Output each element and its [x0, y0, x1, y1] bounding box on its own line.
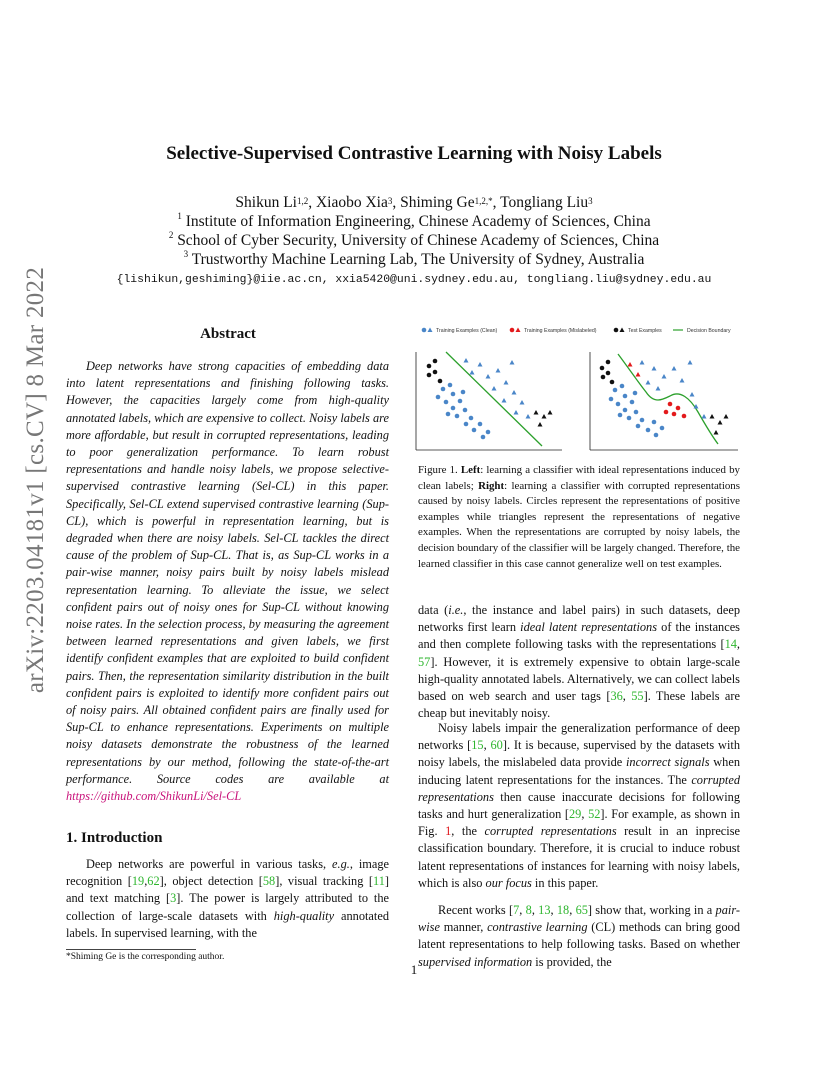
- footnote-divider: [66, 949, 196, 950]
- author-emails: {lishikun,geshiming}@iie.ac.cn, xxia5420@uni.sydney.edu.au, tongliang.liu@sydney.edu.au: [116, 274, 712, 286]
- text-run: ,: [581, 807, 589, 822]
- citation-link[interactable]: 29: [569, 807, 582, 822]
- text-run: , the: [451, 824, 485, 839]
- left-panel: [416, 352, 562, 450]
- affiliation-number: 3: [183, 249, 189, 259]
- legend-clean-label: Training Examples (Clean): [436, 328, 498, 334]
- intro-paragraph-1: [66, 856, 389, 942]
- text-run: corrupted representations: [484, 824, 617, 839]
- abstract-text: Deep networks have strong capacities of embedding data into latent representations and finishing following tasks. However, the capacities largely come from high-quality annotated labels, which are expensive to collect. Noisy labels are more affordable, but result in corrupted representations, leading to poor generalization performance. To learn robust representations and handle noisy labels, we propose selective-supervised contrastive learning (Sel-CL) in this paper. Specifically, Sel-CL extend supervised contrastive learning (Sup-CL), which is powerful in representation learning, but is degraded when there are noisy labels. Sel-CL tackles the direct cause of the problem of Sup-CL. That is, as Sup-CL works in a pair-wise manner, noisy pairs built by noisy labels mislead representation learning. To alleviate the issue, we select confident pairs out of noisy ones for Sup-CL without knowing noise rates. In the selection process, by measuring the agreement between learned representations and given labels, we first identify confident examples that are exploited to build confident pairs. Then, the representation similarity distribution in the built confident pairs is exploited to identify more confident pairs out of noisy pairs. All obtained confident pairs are finally used for Sup-CL to enhance representations. Experiments on multiple noisy datasets demonstrate the robustness of the learned representations by our method, following the state-of-the-art performance. Source codes are available at: [66, 359, 389, 786]
- citation-link[interactable]: 11: [372, 874, 385, 889]
- author-list: [0, 193, 828, 213]
- text-run: of the instances and then complete following tasks with the representations [: [418, 620, 740, 652]
- affiliation-text: Trustworthy Machine Learning Lab, The University of Sydney, Australia: [191, 251, 645, 268]
- figure-reference-link[interactable]: 1: [445, 824, 452, 839]
- right-test-triangles: [710, 414, 729, 435]
- text-run: our focus: [485, 875, 532, 890]
- legend-test-triangle-marker: [620, 328, 625, 333]
- text-run: data (: [418, 603, 449, 617]
- text-run: is provided, the: [532, 954, 612, 969]
- text-run: : learning a classifier with corrupted representations caused by noisy labels. Circles represent the representations of positive examples while triangles represent the representations of negative examples. When the representations are corrupted by noisy labels, the decision boundary of the classifier will be largely changed. Therefore, the learned classifier in this case cannot generalize well on test examples.: [418, 479, 740, 570]
- text-run: manner,: [439, 920, 488, 935]
- text-run: annotated labels. In supervised learning, with the: [66, 908, 389, 940]
- citation-link[interactable]: 52: [588, 807, 601, 822]
- right-decision-boundary: [618, 354, 718, 444]
- section-heading-introduction: 1. Introduction: [66, 830, 163, 846]
- citation-link[interactable]: 55: [631, 689, 644, 704]
- text-run: ideal latent representations: [520, 620, 658, 635]
- text-run: ,: [144, 874, 148, 889]
- right-clean-circles: [609, 384, 665, 438]
- legend-clean-triangle-marker: [428, 328, 433, 333]
- text-run: result in an inprecise classification boundary. Therefore, it is crucial to induce robust latent representations of instances for learning with noisy labels, which is also: [418, 824, 741, 890]
- affiliation-3: [0, 251, 828, 269]
- left-clean-triangles: [464, 358, 531, 419]
- affiliation-2: [0, 232, 828, 250]
- author-name: , Xiaobo Xia: [308, 194, 388, 211]
- affiliation-number: 1: [177, 211, 182, 221]
- citation-link[interactable]: 3: [170, 891, 177, 906]
- text-run: ]. For example, as shown in Fig.: [418, 807, 740, 839]
- text-run: ,: [550, 903, 557, 917]
- legend-test-circle-marker: [614, 328, 619, 333]
- text-run: ,: [736, 637, 740, 652]
- right-test-circles: [600, 360, 615, 385]
- legend-boundary-label: Decision Boundary: [687, 328, 731, 334]
- author-affiliation-marker: 1,2,*: [474, 196, 493, 206]
- text-run: Noisy labels impair the generalization performance of deep networks [: [418, 721, 740, 753]
- text-run: when inducing latent representations for the instances. The: [418, 755, 741, 787]
- text-run: then cause inaccurate decisions for following tasks and hurt generalization [: [418, 789, 740, 822]
- text-run: ,: [531, 903, 539, 917]
- citation-link[interactable]: 18: [556, 903, 570, 917]
- intro-paragraph-4: [418, 902, 740, 971]
- affiliation-1: [0, 213, 828, 231]
- text-run: ], visual tracking [: [275, 874, 373, 889]
- figure-1-illustration: [408, 322, 743, 457]
- intro-paragraph-2: [418, 602, 740, 722]
- text-run: , the instance and label pairs) in such datasets, deep networks first learn: [418, 603, 740, 635]
- caption-right-label: Right: [478, 479, 505, 492]
- text-run: , image recognition [: [66, 857, 389, 889]
- citation-link[interactable]: 62: [147, 874, 160, 889]
- text-run: ] and text matching [: [66, 874, 389, 906]
- legend-test-label: Test Examples: [628, 328, 662, 334]
- left-test-circles: [427, 359, 443, 384]
- author-affiliation-marker: 1,2: [296, 196, 309, 206]
- arxiv-stamp: [6, 266, 66, 694]
- text-run: supervised information: [418, 954, 533, 969]
- text-run: ,: [569, 903, 576, 917]
- citation-link[interactable]: 57: [418, 654, 431, 669]
- author-affiliation-marker: 3: [588, 196, 593, 206]
- legend-mislabeled-circle-marker: [510, 328, 515, 333]
- citation-link[interactable]: 36: [610, 689, 623, 704]
- text-run: ,: [622, 689, 632, 704]
- text-run: in this paper.: [531, 875, 599, 890]
- text-run: ] show that, working in a: [587, 903, 716, 917]
- author-name: Shikun Li: [235, 194, 297, 211]
- text-run: incorrect signals: [625, 755, 710, 770]
- citation-link[interactable]: 15: [471, 738, 484, 753]
- abstract-heading: Abstract: [200, 326, 256, 342]
- affiliation-text: School of Cyber Security, University of Chinese Academy of Sciences, China: [177, 232, 660, 249]
- figure-legend: [422, 328, 731, 335]
- author-affiliation-marker: 3: [387, 196, 393, 206]
- citation-link[interactable]: 13: [538, 903, 551, 917]
- citation-link[interactable]: 58: [262, 874, 276, 889]
- citation-link[interactable]: 60: [490, 738, 503, 753]
- text-run: contrastive learning: [487, 920, 588, 935]
- text-run: i.e.: [448, 603, 464, 617]
- caption-left-label: Left: [460, 464, 481, 476]
- text-run: ], object detection [: [159, 874, 263, 889]
- affiliation-text: Institute of Information Engineering, Chinese Academy of Sciences, China: [185, 213, 651, 230]
- source-code-link[interactable]: https://github.com/ShikunLi/Sel-CL: [66, 789, 242, 804]
- figure-1-caption: [418, 463, 740, 572]
- author-name: , Tongliang Liu: [492, 194, 589, 211]
- text-run: high-quality: [273, 908, 335, 923]
- paper-title: Selective-Supervised Contrastive Learning with Noisy Labels: [166, 143, 662, 164]
- citation-link[interactable]: 65: [575, 903, 588, 917]
- text-run: ]. The power is largely attributed to the collection of large-scale datasets with: [66, 891, 389, 923]
- text-run: Recent works [: [438, 903, 514, 917]
- text-run: e.g.: [332, 857, 350, 871]
- footnote: *Shiming Ge is the corresponding author.: [66, 952, 225, 962]
- right-panel: [590, 352, 738, 450]
- citation-link[interactable]: 19: [131, 874, 145, 889]
- left-test-triangles: [534, 410, 553, 427]
- text-run: pair-wise: [418, 903, 740, 935]
- author-name: , Shiming Ge: [392, 194, 475, 211]
- text-run: corrupted representations: [418, 772, 740, 804]
- intro-paragraph-3: [418, 720, 740, 892]
- arxiv-stamp-text: arXiv:2203.04181v1 [cs.CV] 8 Mar 2022: [22, 266, 49, 694]
- legend-mislabeled-label: Training Examples (Mislabeled): [524, 328, 597, 334]
- text-run: ,: [483, 738, 491, 753]
- citation-link[interactable]: 7: [513, 903, 520, 917]
- text-run: (CL) methods can bring good latent representations to help following tasks. Based on whether: [418, 920, 740, 952]
- text-run: ]. It is because, supervised by the datasets with noisy labels, the mislabeled data provide: [418, 738, 740, 770]
- affiliation-number: 2: [168, 230, 174, 240]
- text-run: ]. These labels are cheap but inevitably noisy.: [418, 689, 740, 721]
- text-run: Deep networks are powerful in various tasks,: [86, 857, 332, 871]
- abstract-body: [66, 358, 389, 805]
- text-run: ]. However, it is extremely expensive to obtain large-scale high-quality annotated labels. Alternatively, we can collect labels based on web search and user tags [: [418, 654, 740, 704]
- legend-clean-circle-marker: [422, 328, 427, 333]
- citation-link[interactable]: 14: [724, 637, 737, 652]
- caption-prefix: Figure 1.: [418, 464, 461, 476]
- text-run: ,: [519, 903, 526, 917]
- citation-link[interactable]: 8: [525, 903, 532, 917]
- legend-mislabeled-triangle-marker: [516, 328, 521, 333]
- text-run: : learning a classifier with ideal representations induced by clean labels;: [418, 464, 740, 492]
- page-number: 1: [410, 962, 418, 977]
- left-clean-circles: [436, 383, 491, 440]
